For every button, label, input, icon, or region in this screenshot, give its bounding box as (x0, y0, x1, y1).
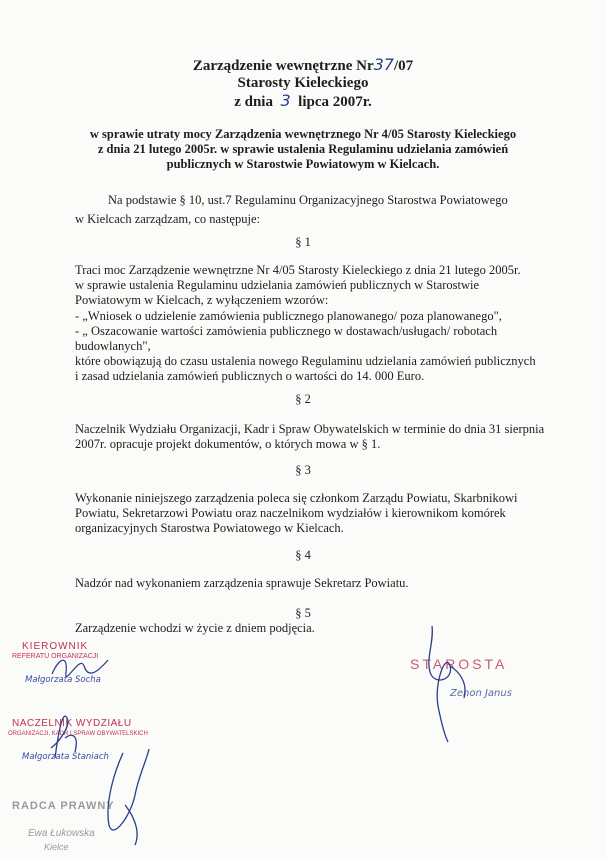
radca-signature-icon (95, 745, 155, 850)
naczelnik-stamp-title: NACZELNIK WYDZIAŁU (12, 718, 132, 729)
section-5-line: Zarządzenie wchodzi w życie z dniem podjęcia. (75, 621, 315, 635)
subject-line-1: w sprawie utraty mocy Zarządzenia wewnętrznego Nr 4/05 Starosty Kieleckiego (89, 127, 517, 141)
subject-line-3: publicznych w Starostwie Powiatowym w Kielcach. (166, 157, 440, 171)
kierownik-stamp-name: Małgorzata Socha (25, 675, 101, 685)
kierownik-stamp-title: KIEROWNIK (22, 641, 89, 652)
section-1-body (75, 263, 555, 385)
section-1-line: - „ Oszacowanie wartości zamówienia publicznego w dostawach/usługach/ robotach (75, 323, 498, 338)
radca-stamp-note: Kielce (44, 842, 69, 852)
section-3-line: organizacyjnych Starostwa Powiatowego w Kielcach. (75, 521, 344, 536)
starosta-stamp-title: STAROSTA (410, 656, 508, 672)
section-3-line: Powiatu, Sekretarzowi Powiatu oraz naczelnikom wydziałów i kierownikom komórek (75, 506, 506, 521)
document-title (0, 56, 606, 75)
handwritten-day: 3 (280, 91, 291, 110)
radca-stamp-name: Ewa Łukowska (28, 828, 95, 839)
document-date (0, 92, 606, 111)
section-1-line: Powiatowym w Kielcach, z wyłączeniem wzorów: (75, 293, 329, 308)
section-3-body (75, 491, 555, 537)
starosta-stamp-name: Zenon Janus (450, 688, 512, 699)
section-2-line: Naczelnik Wydziału Organizacji, Kadr i Spraw Obywatelskich w terminie do dnia 31 sierpnia (75, 422, 545, 436)
section-4-line: Nadzór nad wykonaniem zarządzenia sprawuje Sekretarz Powiatu. (75, 576, 409, 590)
section-5-body (75, 621, 555, 636)
radca-stamp-title: RADCA PRAWNY (12, 800, 115, 812)
issuer: Starosty Kieleckiego (237, 75, 369, 91)
section-2-body (75, 422, 555, 452)
section-1-line: - „Wniosek o udzielenie zamówienia publicznego planowanego/ poza planowanego", (75, 308, 502, 323)
title-prefix: Zarządzenie wewnętrzne Nr (192, 58, 374, 74)
kierownik-stamp-unit: REFERATU ORGANIZACJI (12, 653, 99, 660)
preamble-line-1: Na podstawie § 10, ust.7 Regulaminu Organizacyjnego Starostwa Powiatowego (108, 193, 508, 207)
date-suffix: lipca 2007r. (298, 94, 372, 110)
naczelnik-stamp-unit: ORGANIZACJI, KADR I SPRAW OBYWATELSKICH (8, 731, 148, 737)
section-4-body (75, 576, 555, 591)
section-2-line: 2007r. opracuje projekt dokumentów, o których mowa w § 1. (75, 437, 381, 452)
section-1-line: które obowiązują do czasu ustalenia nowego Regulaminu udzielania zamówień publicznych (75, 354, 536, 369)
handwritten-number: 37 (373, 55, 394, 74)
section-1-line: i zasad udzielania zamówień publicznych o wartości do 14. 000 Euro. (75, 369, 425, 384)
naczelnik-stamp-name: Małgorzata Staniach (22, 752, 109, 762)
kierownik-signature-icon (50, 652, 110, 682)
section-1-heading: § 1 (295, 235, 311, 249)
section-5-heading: § 5 (295, 606, 311, 620)
section-1-line: budowlanych", (75, 339, 151, 354)
section-2-heading: § 2 (295, 392, 311, 406)
date-prefix: z dnia (234, 94, 273, 110)
section-1-line: w sprawie ustalenia Regulaminu udzielania zamówień publicznych w Starostwie (75, 278, 480, 293)
subject-line-2: z dnia 21 lutego 2005r. w sprawie ustalenia Regulaminu udzielania zamówień (97, 142, 509, 156)
title-suffix: /07 (393, 58, 414, 74)
section-4-heading: § 4 (295, 548, 311, 562)
naczelnik-signature-icon (45, 708, 85, 763)
section-3-heading: § 3 (295, 463, 311, 477)
section-1-line: Traci moc Zarządzenie wewnętrzne Nr 4/05 Starosty Kieleckiego z dnia 21 lutego 2005r. (75, 263, 521, 277)
preamble-line-2: w Kielcach zarządzam, co następuje: (75, 212, 260, 226)
starosta-signature-icon (420, 622, 480, 747)
section-3-line: Wykonanie niniejszego zarządzenia poleca się członkom Zarządu Powiatu, Skarbnikowi (75, 491, 518, 505)
